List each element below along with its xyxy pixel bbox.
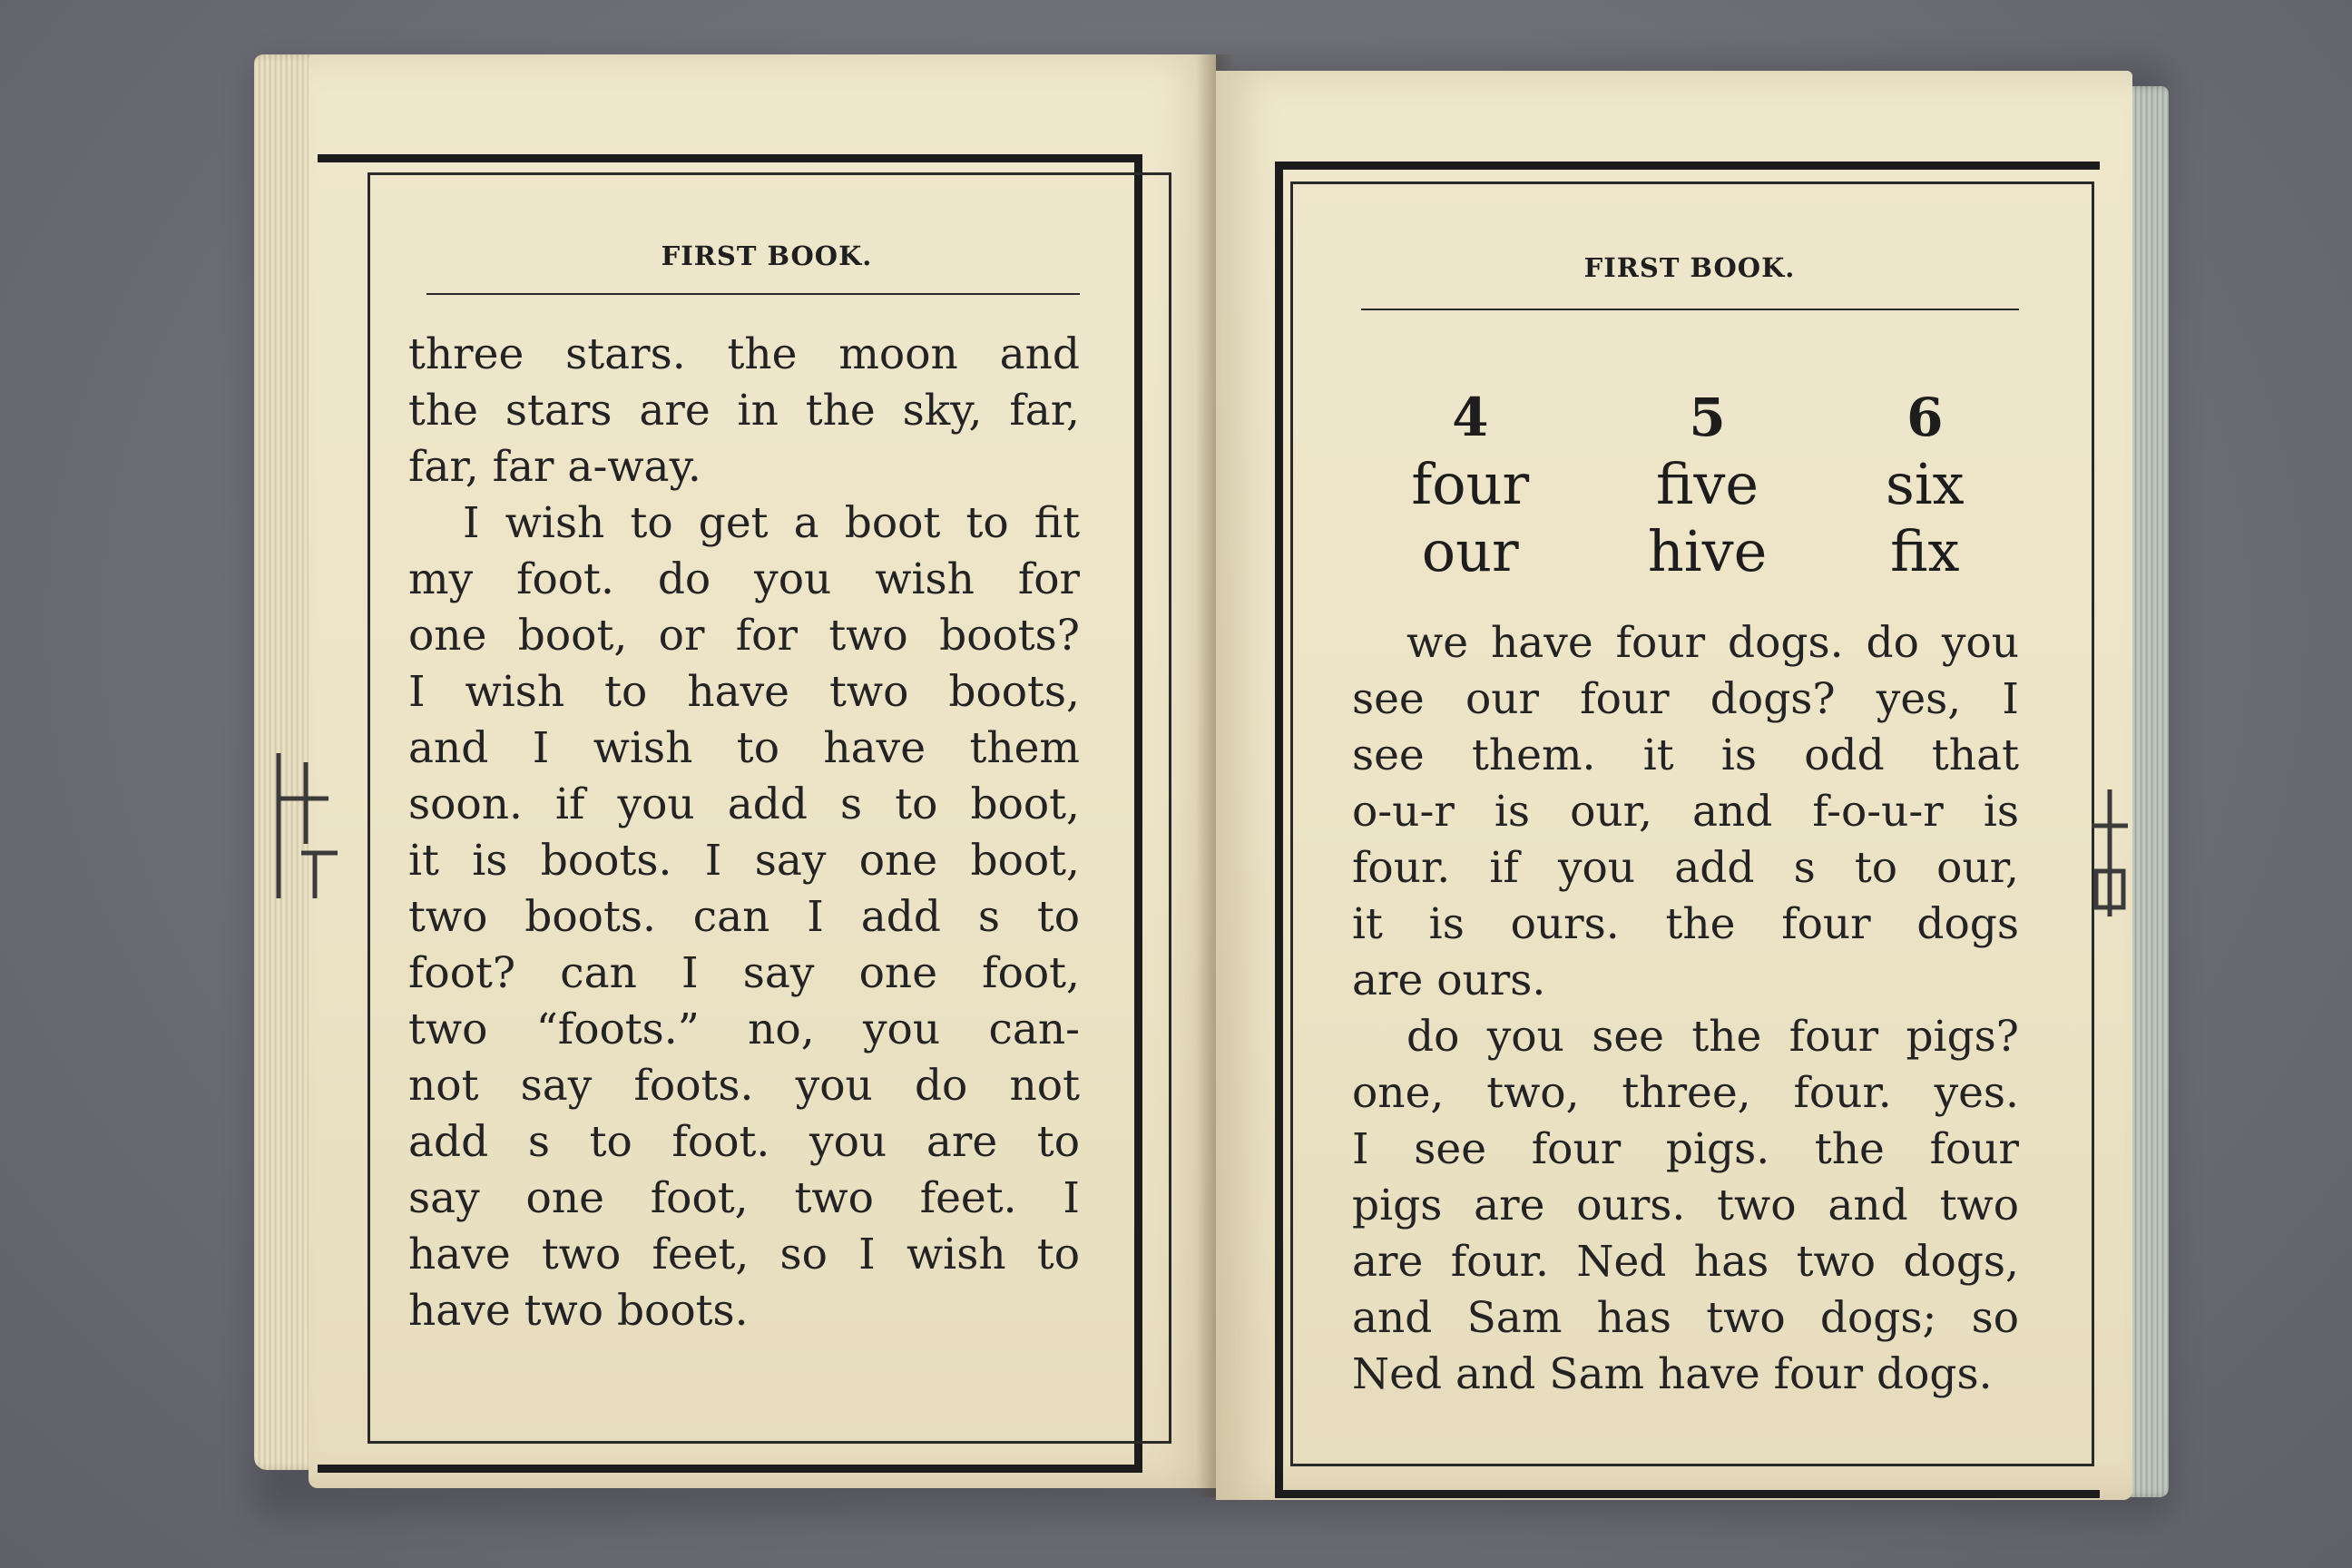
text-line: see them. it is odd that — [1352, 730, 2019, 780]
text-line: two boots. can I add s to — [408, 892, 1080, 942]
left-running-head: FIRST BOOK. — [661, 240, 873, 271]
number-word: six — [1886, 451, 1965, 517]
number-digit: 6 — [1906, 387, 1944, 448]
text-line: and Sam has two dogs; so — [1352, 1293, 2019, 1343]
text-line: say one foot, two feet. I — [408, 1173, 1080, 1223]
text-line: the stars are in the sky, far, — [408, 386, 1080, 436]
right-page — [1216, 71, 2132, 1500]
text-line: are four. Ned has two dogs, — [1352, 1237, 2019, 1287]
number-word: five — [1656, 451, 1759, 517]
text-line: have two feet, so I wish to — [408, 1230, 1080, 1279]
right-head-rule — [1361, 309, 2019, 310]
left-page — [309, 54, 1216, 1488]
text-line: are ours. — [1352, 956, 1546, 1005]
text-line: one, two, three, four. yes. — [1352, 1068, 2019, 1118]
text-line: foot? can I say one foot, — [408, 948, 1080, 998]
text-line: it is boots. I say one boot, — [408, 836, 1080, 886]
number-column — [1886, 384, 1965, 585]
text-line: and I wish to have them — [408, 723, 1080, 773]
text-line: four. if you add s to our, — [1352, 843, 2019, 893]
number-word: four — [1411, 451, 1530, 517]
rhyme-word: hive — [1647, 518, 1768, 584]
text-line: add s to foot. you are to — [408, 1117, 1080, 1167]
left-head-rule — [426, 293, 1080, 295]
text-line: we have four dogs. do you — [1406, 618, 2019, 668]
text-line: pigs are ours. two and two — [1352, 1181, 2019, 1230]
right-margin-mark-icon — [2082, 780, 2137, 926]
text-line: my foot. do you wish for — [408, 554, 1080, 604]
number-digit: 4 — [1452, 387, 1489, 448]
text-line: see our four dogs? yes, I — [1352, 674, 2019, 724]
number-digit: 5 — [1689, 387, 1726, 448]
number-word-table — [1352, 384, 2024, 585]
text-line: Ned and Sam have four dogs. — [1352, 1349, 1993, 1399]
number-column — [1411, 384, 1529, 585]
text-line: I see four pigs. the four — [1352, 1124, 2019, 1174]
text-line: I wish to get a boot to fit — [463, 498, 1080, 548]
left-body-text — [408, 327, 1080, 1339]
right-running-head: FIRST BOOK. — [1583, 252, 1796, 283]
text-line: far, far a-way. — [408, 442, 701, 492]
text-line: have two boots. — [408, 1286, 749, 1336]
right-body-text — [1352, 615, 2019, 1403]
text-line: two “foots.” no, you can- — [408, 1004, 1080, 1054]
rhyme-word: our — [1421, 518, 1519, 584]
rhyme-word: fix — [1890, 518, 1960, 584]
text-line: soon. if you add s to boot, — [408, 779, 1080, 829]
text-line: it is ours. the four dogs — [1352, 899, 2019, 949]
text-line: three stars. the moon and — [408, 329, 1080, 379]
text-line: o-u-r is our, and f-o-u-r is — [1352, 787, 2019, 837]
number-column — [1648, 384, 1767, 585]
left-margin-mark-icon — [265, 744, 347, 907]
text-line: one boot, or for two boots? — [408, 611, 1080, 661]
text-line: do you see the four pigs? — [1406, 1012, 2019, 1062]
text-line: I wish to have two boots, — [408, 667, 1080, 717]
text-line: not say foots. you do not — [408, 1061, 1080, 1111]
